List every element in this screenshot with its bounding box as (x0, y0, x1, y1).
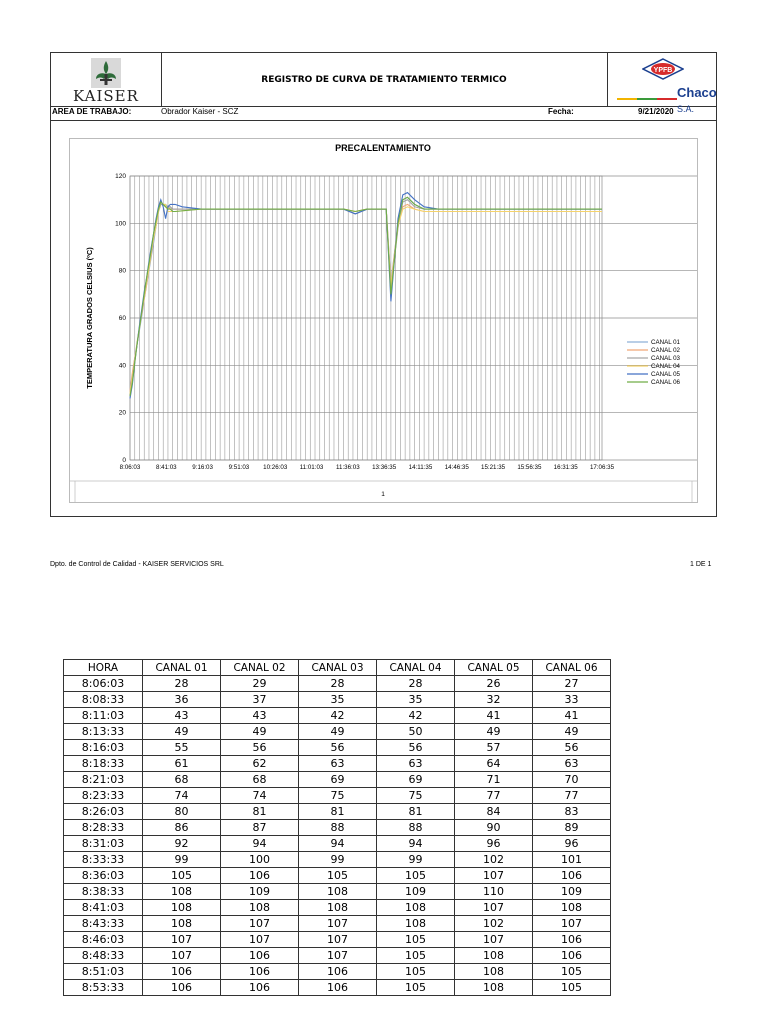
table-body (64, 676, 611, 996)
table-cell: 94 (299, 836, 377, 852)
table-cell: 108 (533, 900, 611, 916)
table-cell: 68 (143, 772, 221, 788)
temperature-chart (70, 139, 697, 502)
area-value: Obrador Kaiser - SCZ (161, 107, 239, 116)
column-header: HORA (64, 660, 143, 676)
table-cell: 64 (455, 756, 533, 772)
table-cell: 61 (143, 756, 221, 772)
x-tick-label: 16:31:35 (553, 464, 578, 471)
table-header-row (64, 660, 611, 676)
table-cell: 43 (143, 708, 221, 724)
table-cell: 88 (299, 820, 377, 836)
table-cell: 107 (143, 948, 221, 964)
table-cell: 100 (221, 852, 299, 868)
info-row (51, 106, 716, 121)
table-row (64, 756, 611, 772)
table-row (64, 836, 611, 852)
x-tick-label: 9:51:03 (228, 464, 250, 471)
table-row (64, 804, 611, 820)
y-tick-label: 100 (115, 220, 126, 228)
table-cell: 108 (143, 884, 221, 900)
table-cell: 88 (377, 820, 455, 836)
table-cell: 8:41:03 (64, 900, 143, 916)
x-tick-label: 10:26:03 (263, 464, 288, 471)
fecha-value: 9/21/2020 (638, 107, 674, 116)
legend-label: CANAL 01 (651, 339, 681, 346)
table-cell: 8:13:33 (64, 724, 143, 740)
table-cell: 107 (143, 932, 221, 948)
table-cell: 49 (533, 724, 611, 740)
table-cell: 107 (299, 932, 377, 948)
table-row (64, 868, 611, 884)
table-cell: 89 (533, 820, 611, 836)
table-cell: 55 (143, 740, 221, 756)
table-cell: 105 (533, 964, 611, 980)
table-cell: 94 (221, 836, 299, 852)
table-cell: 28 (143, 676, 221, 692)
table-cell: 108 (143, 900, 221, 916)
table-cell: 70 (533, 772, 611, 788)
x-tick-label: 14:46:35 (444, 464, 469, 471)
table-cell: 56 (377, 740, 455, 756)
footer-department: Dpto. de Control de Calidad - KAISER SERVICIOS SRL (50, 561, 224, 568)
chaco-brand-suffix: S.A. (677, 104, 695, 114)
table-cell: 26 (455, 676, 533, 692)
table-row (64, 932, 611, 948)
table-row (64, 772, 611, 788)
table-cell: 8:46:03 (64, 932, 143, 948)
table-cell: 99 (143, 852, 221, 868)
table-cell: 106 (533, 932, 611, 948)
table-cell: 105 (377, 948, 455, 964)
table-cell: 43 (221, 708, 299, 724)
table-row (64, 916, 611, 932)
x-tick-label: 11:36:03 (336, 464, 360, 471)
table-cell: 69 (377, 772, 455, 788)
table-cell: 77 (533, 788, 611, 804)
x-tick-label: 13:36:35 (372, 464, 397, 471)
table-row (64, 820, 611, 836)
chaco-brand-name: Chaco (677, 85, 717, 100)
table-cell: 8:33:33 (64, 852, 143, 868)
table-cell: 56 (221, 740, 299, 756)
table-cell: 107 (455, 868, 533, 884)
x-tick-label: 15:56:35 (517, 464, 542, 471)
table-cell: 56 (299, 740, 377, 756)
table-cell: 99 (299, 852, 377, 868)
table-cell: 63 (377, 756, 455, 772)
table-row (64, 948, 611, 964)
table-cell: 83 (533, 804, 611, 820)
table-cell: 81 (377, 804, 455, 820)
table-cell: 105 (377, 964, 455, 980)
table-cell: 29 (221, 676, 299, 692)
table-cell: 108 (455, 980, 533, 996)
table-cell: 80 (143, 804, 221, 820)
table-cell: 108 (455, 964, 533, 980)
table-cell: 8:36:03 (64, 868, 143, 884)
table-cell: 108 (221, 900, 299, 916)
table-cell: 107 (533, 916, 611, 932)
fleur-de-lis-icon (91, 58, 121, 88)
table-cell: 63 (299, 756, 377, 772)
legend-label: CANAL 06 (651, 379, 681, 386)
table-cell: 106 (533, 948, 611, 964)
swoosh-icon (617, 97, 677, 101)
table-cell: 8:21:03 (64, 772, 143, 788)
column-header: CANAL 01 (143, 660, 221, 676)
chart-title: PRECALENTAMIENTO (335, 143, 431, 153)
table-row (64, 964, 611, 980)
table-row (64, 724, 611, 740)
footer-page-number: 1 DE 1 (690, 561, 712, 568)
table-cell: 101 (533, 852, 611, 868)
table-cell: 74 (143, 788, 221, 804)
table-row (64, 676, 611, 692)
table-cell: 56 (533, 740, 611, 756)
column-header: CANAL 02 (221, 660, 299, 676)
table-cell: 8:23:33 (64, 788, 143, 804)
kaiser-logo-text: KAISER (73, 87, 139, 105)
table-cell: 96 (455, 836, 533, 852)
legend-label: CANAL 05 (651, 371, 681, 378)
table-cell: 106 (299, 964, 377, 980)
table-cell: 49 (299, 724, 377, 740)
report-sheet (50, 52, 717, 517)
table-cell: 36 (143, 692, 221, 708)
x-tick-label: 9:16:03 (192, 464, 213, 471)
table-cell: 35 (299, 692, 377, 708)
table-cell: 105 (299, 868, 377, 884)
table-row (64, 740, 611, 756)
table-row (64, 708, 611, 724)
table-cell: 106 (221, 868, 299, 884)
x-tick-label: 11:01:03 (299, 464, 324, 471)
table-row (64, 900, 611, 916)
series-line-canal-06 (130, 197, 602, 396)
table-cell: 99 (377, 852, 455, 868)
table-cell: 107 (455, 900, 533, 916)
data-table (63, 659, 611, 996)
table-cell: 28 (377, 676, 455, 692)
table-cell: 74 (221, 788, 299, 804)
chart-frame (69, 138, 698, 503)
table-cell: 106 (143, 980, 221, 996)
table-cell: 50 (377, 724, 455, 740)
table-cell: 106 (221, 948, 299, 964)
table-cell: 71 (455, 772, 533, 788)
y-tick-label: 0 (122, 457, 126, 464)
table-cell: 8:28:33 (64, 820, 143, 836)
x-tick-label: 17:06:35 (589, 464, 615, 471)
table-cell: 8:18:33 (64, 756, 143, 772)
table-cell: 96 (533, 836, 611, 852)
table-cell: 108 (299, 900, 377, 916)
table-cell: 28 (299, 676, 377, 692)
table-cell: 110 (455, 884, 533, 900)
table-cell: 106 (533, 868, 611, 884)
table-cell: 107 (455, 932, 533, 948)
ypfb-badge-text: YPFB (653, 67, 673, 74)
table-cell: 109 (533, 884, 611, 900)
table-cell: 109 (377, 884, 455, 900)
table-cell: 94 (377, 836, 455, 852)
y-tick-label: 120 (115, 173, 126, 180)
table-cell: 102 (455, 916, 533, 932)
table-cell: 107 (299, 948, 377, 964)
table-cell: 106 (221, 964, 299, 980)
table-row (64, 852, 611, 868)
table-cell: 77 (455, 788, 533, 804)
table-cell: 106 (221, 980, 299, 996)
table-cell: 49 (455, 724, 533, 740)
table-cell: 69 (299, 772, 377, 788)
table-row (64, 980, 611, 996)
table-cell: 108 (455, 948, 533, 964)
table-cell: 87 (221, 820, 299, 836)
y-tick-label: 60 (118, 315, 126, 322)
table-cell: 102 (455, 852, 533, 868)
series-line-canal-02 (130, 202, 602, 391)
table-cell: 108 (143, 916, 221, 932)
table-cell: 8:06:03 (64, 676, 143, 692)
table-cell: 108 (377, 900, 455, 916)
table-cell: 8:53:33 (64, 980, 143, 996)
x-tick-label: 14:11:35 (408, 464, 433, 471)
table-cell: 105 (377, 932, 455, 948)
table-cell: 105 (533, 980, 611, 996)
table-cell: 108 (377, 916, 455, 932)
table-cell: 62 (221, 756, 299, 772)
series-line-canal-04 (130, 202, 602, 394)
table-cell: 105 (377, 868, 455, 884)
table-cell: 8:26:03 (64, 804, 143, 820)
table-row (64, 788, 611, 804)
table-cell: 105 (143, 868, 221, 884)
x-category-label: 1 (381, 491, 385, 498)
table-cell: 109 (221, 884, 299, 900)
report-title: REGISTRO DE CURVA DE TRATAMIENTO TERMICO (161, 53, 608, 106)
legend-label: CANAL 04 (651, 363, 681, 370)
table-cell: 57 (455, 740, 533, 756)
table-cell: 49 (221, 724, 299, 740)
table-cell: 81 (299, 804, 377, 820)
series-line-canal-03 (130, 200, 602, 394)
table-cell: 8:38:33 (64, 884, 143, 900)
fecha-label: Fecha: (548, 107, 574, 116)
table-cell: 35 (377, 692, 455, 708)
table-cell: 107 (299, 916, 377, 932)
table-cell: 106 (299, 980, 377, 996)
table-cell: 107 (221, 932, 299, 948)
kaiser-logo (51, 53, 162, 106)
table-cell: 84 (455, 804, 533, 820)
ypfb-badge-icon (642, 58, 684, 80)
table-cell: 75 (377, 788, 455, 804)
y-axis-label: TEMPERATURA GRADOS CELSIUS (ºC) (85, 247, 94, 389)
table-cell: 41 (533, 708, 611, 724)
table-row (64, 692, 611, 708)
table-cell: 105 (377, 980, 455, 996)
x-tick-label: 8:06:03 (119, 464, 141, 471)
table-cell: 49 (143, 724, 221, 740)
table-cell: 32 (455, 692, 533, 708)
table-cell: 68 (221, 772, 299, 788)
table-cell: 8:31:03 (64, 836, 143, 852)
legend-label: CANAL 03 (651, 355, 681, 362)
table-cell: 8:08:33 (64, 692, 143, 708)
table-cell: 42 (299, 708, 377, 724)
table-cell: 41 (455, 708, 533, 724)
table-cell: 108 (299, 884, 377, 900)
table-cell: 81 (221, 804, 299, 820)
table-cell: 63 (533, 756, 611, 772)
legend-label: CANAL 02 (651, 347, 681, 354)
table-cell: 107 (221, 916, 299, 932)
table-cell: 8:16:03 (64, 740, 143, 756)
table-cell: 86 (143, 820, 221, 836)
x-tick-label: 15:21:35 (481, 464, 506, 471)
table-cell: 33 (533, 692, 611, 708)
table-cell: 75 (299, 788, 377, 804)
table-cell: 106 (143, 964, 221, 980)
column-header: CANAL 04 (377, 660, 455, 676)
table-cell: 90 (455, 820, 533, 836)
y-tick-label: 40 (118, 362, 126, 370)
series-line-canal-01 (130, 197, 602, 393)
table-row (64, 884, 611, 900)
table-cell: 92 (143, 836, 221, 852)
x-tick-label: 8:41:03 (155, 464, 177, 471)
table-cell: 8:51:03 (64, 964, 143, 980)
column-header: CANAL 06 (533, 660, 611, 676)
table-cell: 27 (533, 676, 611, 692)
table-cell: 8:11:03 (64, 708, 143, 724)
column-header: CANAL 05 (455, 660, 533, 676)
table-cell: 8:43:33 (64, 916, 143, 932)
y-tick-label: 20 (118, 409, 126, 417)
table-cell: 8:48:33 (64, 948, 143, 964)
table-cell: 42 (377, 708, 455, 724)
area-label: AREA DE TRABAJO: (52, 107, 132, 116)
column-header: CANAL 03 (299, 660, 377, 676)
y-tick-label: 80 (118, 267, 126, 275)
table-cell: 37 (221, 692, 299, 708)
